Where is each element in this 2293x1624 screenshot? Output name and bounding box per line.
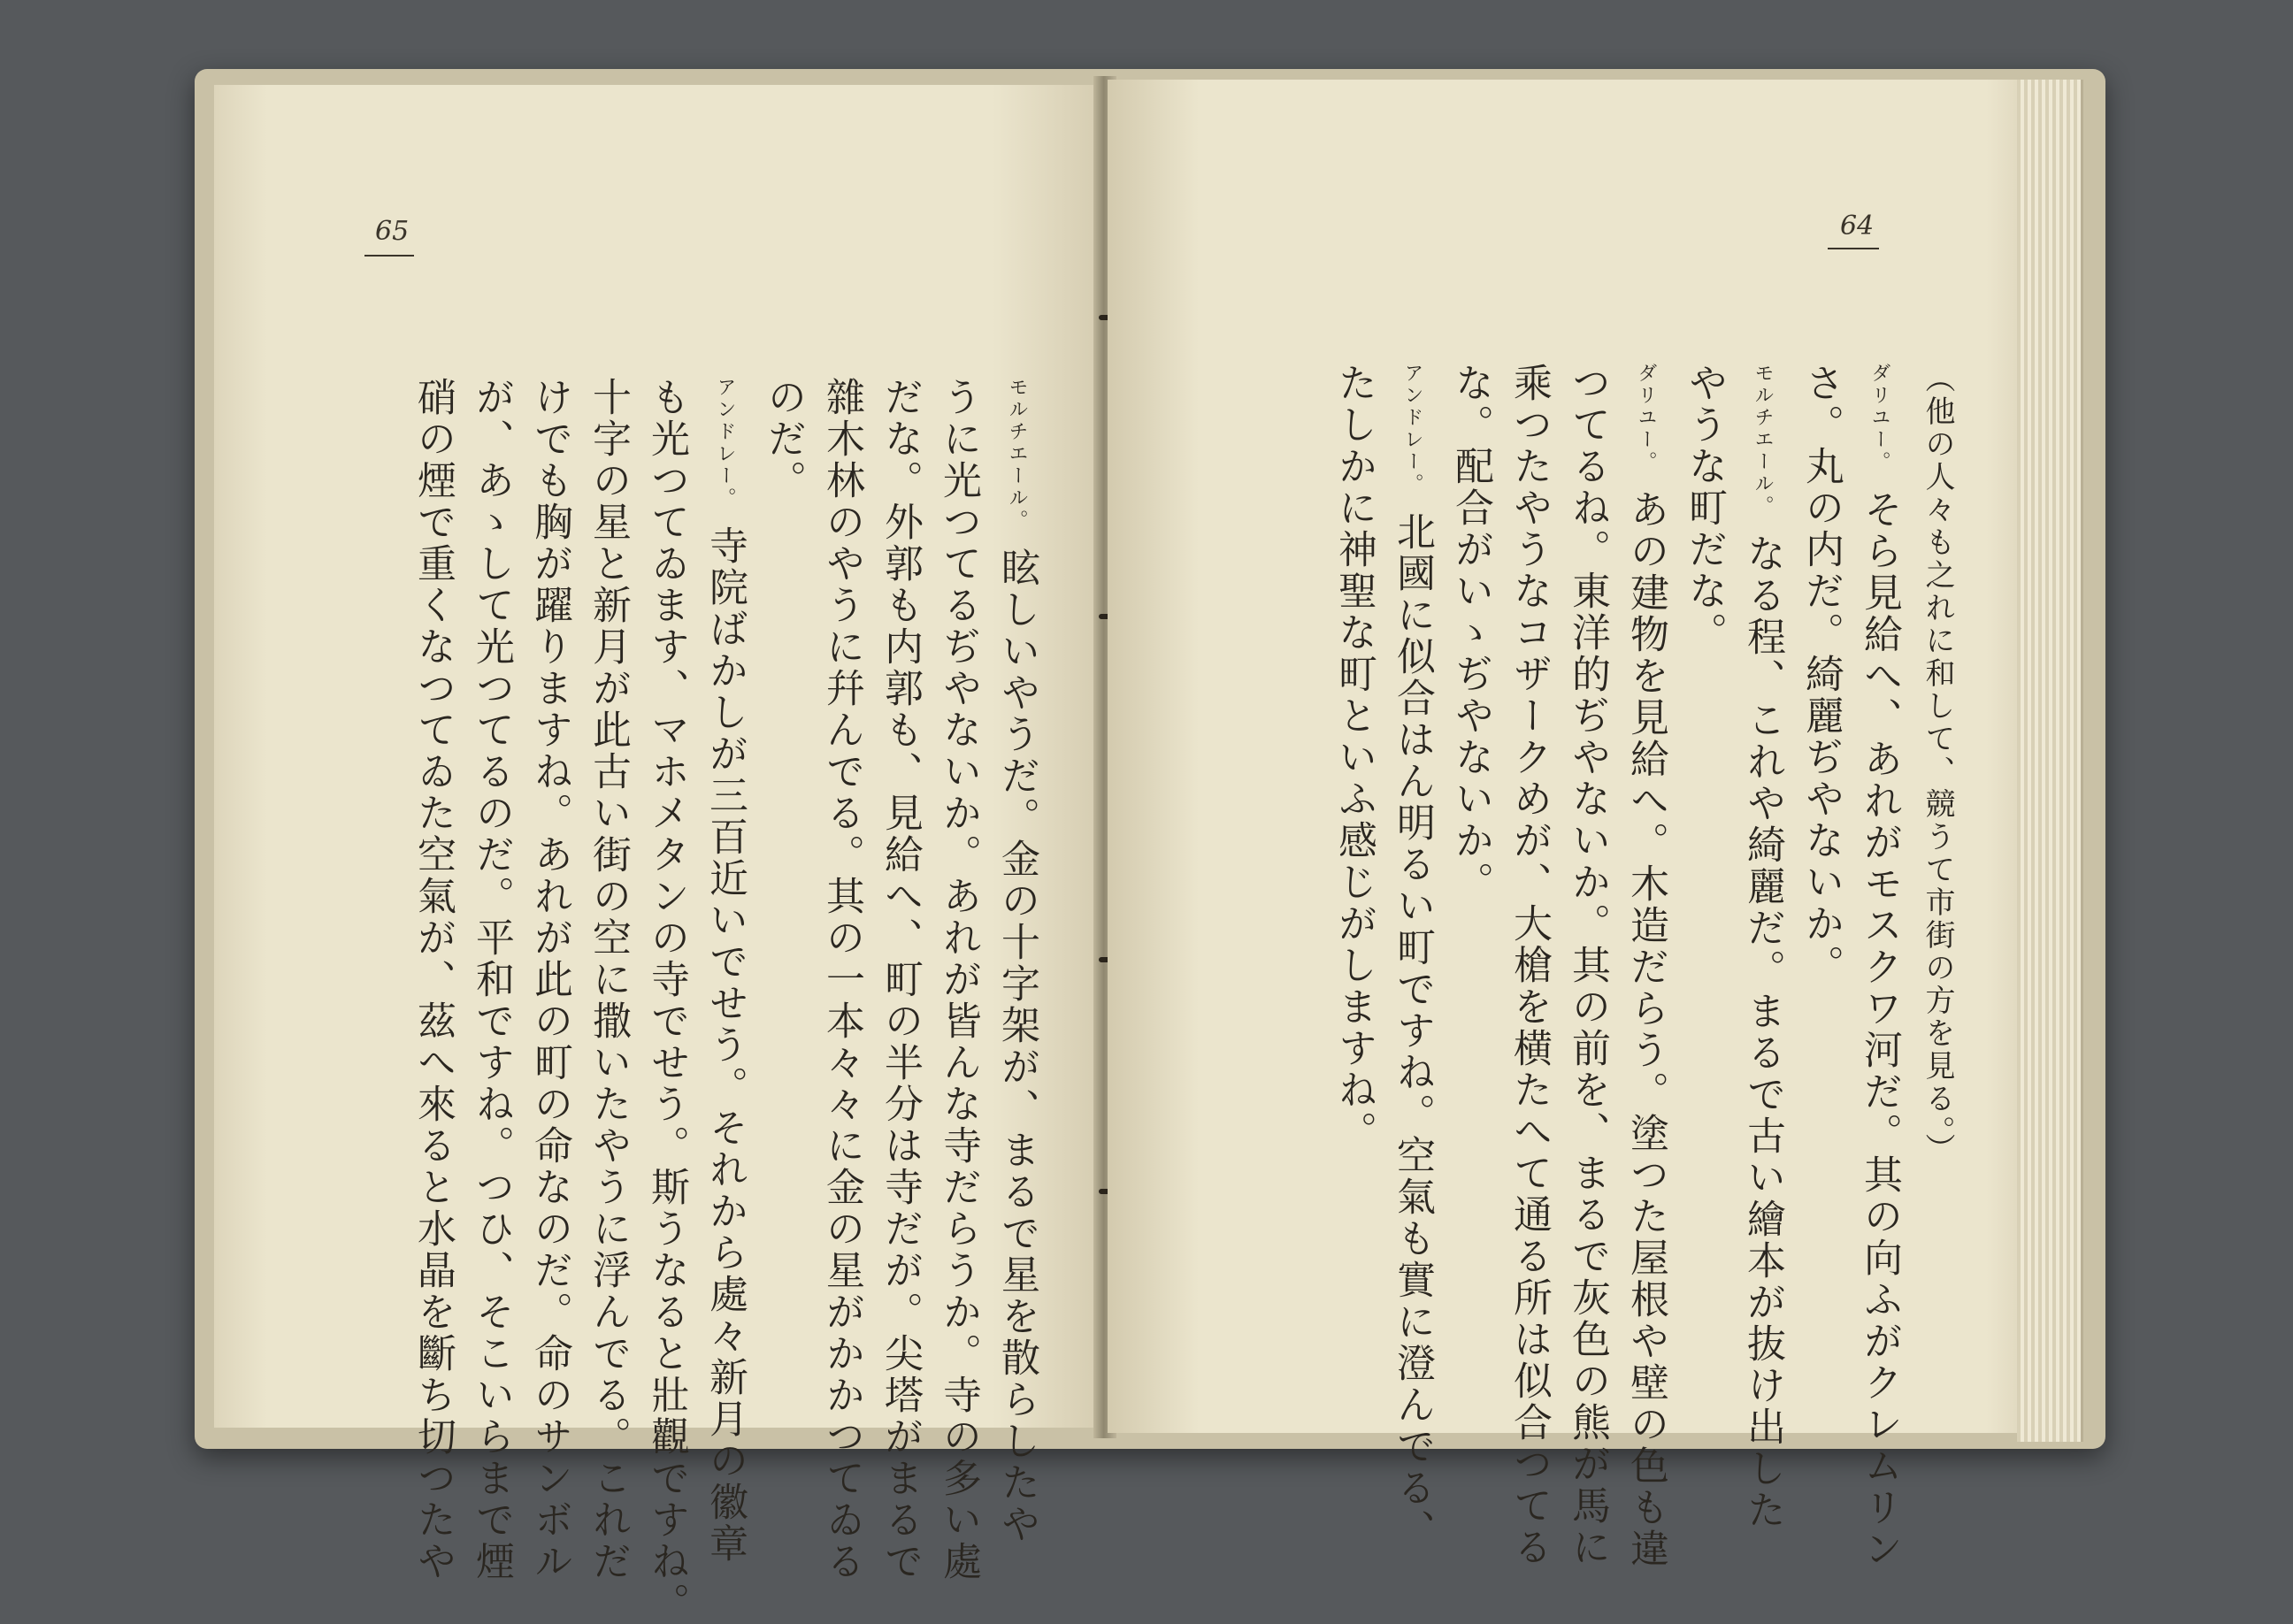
text-line (754, 377, 812, 1394)
text-line (987, 377, 1046, 1545)
dialogue-text: あの建物を見給へ。木造だらう。塗つた屋根や壁の色も違 (1623, 489, 1668, 1570)
page-number-rule-right (1828, 248, 1879, 249)
dialogue-text: そら見給へ、あれがモスクワ河だ。其の向ふがクレムリン (1857, 489, 1902, 1570)
dialogue-text: 雜木林のやうに幷んでる。其の一本々々に金の星がかかつてゐる (819, 377, 864, 1582)
dialogue-text: だな。外郭も内郭も、見給へ、町の半分は寺だが。尖塔がまるで (878, 377, 923, 1582)
speaker-label: ダリユー。 (1635, 363, 1657, 473)
text-line (520, 377, 579, 1582)
dialogue-text: なる程、これや綺麗だ。まるで古い繪本が抜け出した (1740, 533, 1785, 1531)
text-line (1850, 363, 1908, 1570)
text-line (1383, 363, 1441, 1551)
stage-direction (1908, 363, 1967, 1389)
text-line (1558, 363, 1616, 1568)
speaker-label: モルチエール。 (1006, 377, 1028, 532)
text-line (403, 377, 462, 1582)
text-line (695, 377, 754, 1565)
text-line (1441, 363, 1499, 1389)
text-line (929, 377, 987, 1582)
dialogue-text: たしかに神聖な町といふ感じがしますね。 (1331, 363, 1377, 1153)
dialogue-text: さ。丸の内だ。綺麗ぢやないか。 (1798, 363, 1844, 986)
text-line (1791, 363, 1850, 1389)
left-page-text (403, 377, 1046, 1624)
speaker-label: アンドレー。 (714, 377, 736, 509)
dialogue-text: のだ。 (761, 377, 806, 502)
text-line (1733, 363, 1791, 1531)
page-number-right: 64 (1840, 211, 1875, 241)
dialogue-text: 眩しいやうだ。金の十字架が、まるで星を散らしたや (994, 548, 1039, 1545)
dialogue-text: やうな町だな。 (1682, 363, 1727, 654)
text-line (637, 377, 695, 1624)
dialogue-text: が、あゝして光つてるのだ。平和ですね。つひ、そこいらまで煙 (469, 377, 514, 1582)
speaker-label: モルチエール。 (1752, 363, 1774, 517)
dialogue-text: 十字の星と新月が此古い街の空に撒いたやうに浮んでる。これだ (586, 377, 631, 1582)
dialogue-text: も光つてゐます、マホメタンの寺でせう。斯うなると壯觀ですね。 (644, 377, 689, 1624)
dialogue-text: 硝の煙で重くなつてゐた空氣が、茲へ來ると水晶を斷ち切つたや (410, 377, 456, 1582)
text-line (1499, 363, 1558, 1568)
text-line (462, 377, 520, 1582)
text-line (579, 377, 637, 1582)
dialogue-text: 北國に似合はん明るい町ですね。空氣も實に澄んでる、 (1390, 511, 1435, 1551)
dialogue-text: けでも胸が躍りますね。あれが此の町の命なのだ。命のサンボル (527, 377, 572, 1582)
right-page (1108, 80, 2023, 1570)
page-number-rule-left (364, 255, 414, 257)
speaker-label: アンドレー。 (1401, 363, 1423, 495)
dialogue-text: うに光つてるぢやないか。あれが皆んな寺だらうか。寺の多い處 (936, 377, 981, 1582)
text-line (870, 377, 929, 1582)
dialogue-text: つてるね。東洋的ぢやないか。其の前を、まるで灰色の熊が馬に (1565, 363, 1610, 1568)
left-page (214, 85, 1099, 1624)
dialogue-text: な。配合がいゝぢやないか。 (1448, 363, 1493, 903)
right-page-text (1324, 363, 1967, 1570)
page-number-left: 65 (375, 216, 410, 247)
dialogue-text: 寺院ばかしが三百近いでせう。それから處々新月の徽章 (702, 525, 748, 1565)
dialogue-text: （他の人々も之れに和して、競うて市街の方を見る。） (1920, 363, 1955, 1166)
page-edges (2017, 80, 2083, 1442)
text-line (1675, 363, 1733, 1389)
text-line (812, 377, 870, 1582)
text-line (1324, 363, 1383, 1389)
speaker-label: ダリユー。 (1868, 363, 1890, 473)
text-line (1616, 363, 1675, 1570)
dialogue-text: 乘つたやうなコザークめが、大槍を横たへて通る所は似合つてる (1507, 363, 1552, 1568)
